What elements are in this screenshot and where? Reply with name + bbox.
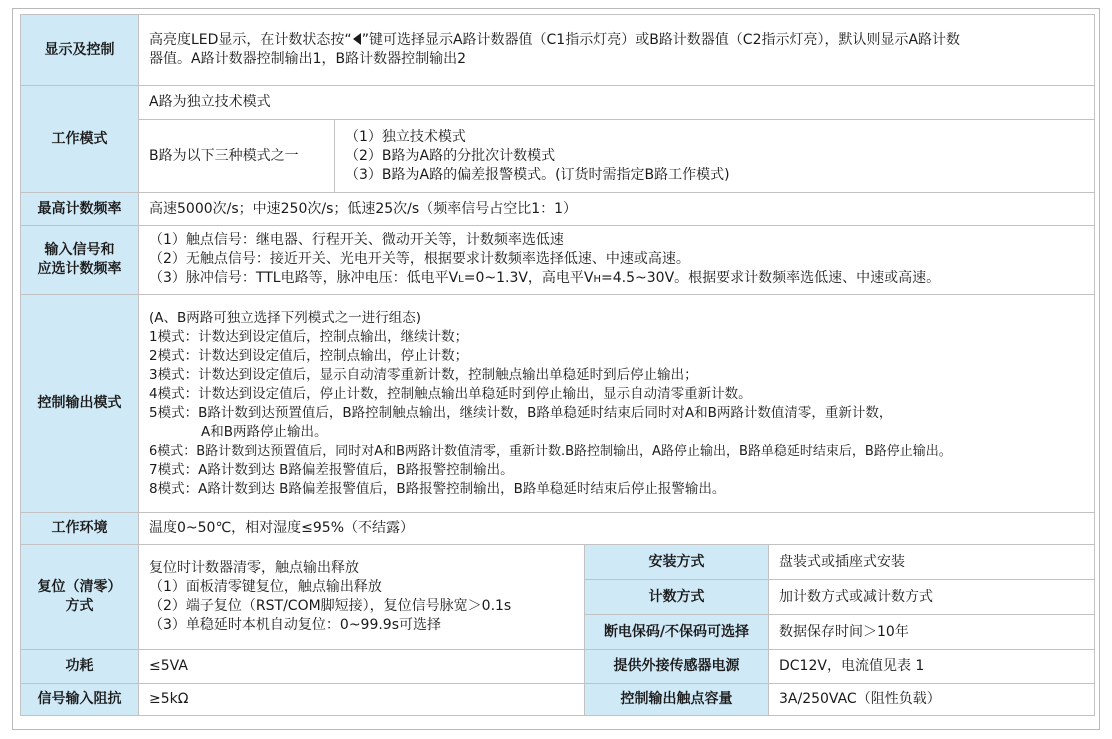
subscript-h: H [593, 274, 602, 285]
install-value: 盘装式或插座式安装 [769, 545, 1095, 580]
reset-item: （1）面板清零键复位，触点输出释放 [149, 579, 382, 595]
control-mode: 2模式：计数达到设定值后，控制点输出，停止计数； [149, 347, 469, 364]
input-signal-label-line1: 输入信号和 [44, 242, 115, 258]
sensor-power-value: DC12V，电流值见表 1 [769, 650, 1095, 684]
display-text-after: ”键可选择显示A路计数器值（C1指示灯亮）或B路计数器值（C2指示灯亮），默认则显示A路计数 [361, 32, 961, 48]
display-value [139, 15, 1095, 86]
item3-part-a: （3）脉冲信号：TTL电路等，脉冲电压：低电平V [149, 270, 459, 286]
table-row [21, 545, 1095, 580]
table-row [21, 513, 1095, 545]
control-mode: 8模式：A路计数到达 B路偏差报警值后，B路报警控制输出，B路单稳延时结束后停止报警输出。 [149, 480, 726, 497]
b-option: （1）独立技术模式 [345, 128, 466, 145]
control-intro: (A、B两路可独立选择下列模式之一进行组态) [149, 309, 422, 326]
control-mode: 1模式：计数达到设定值后，控制点输出，继续计数； [149, 328, 469, 345]
max-freq-label: 最高计数频率 [21, 193, 139, 226]
table-row [21, 650, 1095, 684]
table-row [21, 193, 1095, 226]
count-method-value: 加计数方式或减计数方式 [769, 580, 1095, 615]
reset-label-line1: 复位（清零） [37, 579, 122, 595]
environment-label: 工作环境 [21, 513, 139, 545]
contact-capacity-value: 3A/250VAC（阻性负载） [769, 684, 1095, 716]
table-row [21, 684, 1095, 716]
work-mode-a: A路为独立技术模式 [139, 86, 1095, 120]
subscript-l: L [458, 274, 464, 285]
contact-capacity-label: 控制输出触点容量 [585, 684, 769, 716]
input-signal-value [139, 226, 1095, 295]
environment-value: 温度0~50℃，相对湿度≤95%（不结露） [139, 513, 1095, 545]
reset-item: （2）端子复位（RST/COM脚短接），复位信号脉宽＞0.1s [149, 598, 512, 614]
control-mode: 4模式：计数达到设定值后，停止计数，控制触点输出单稳延时到停止输出，显示自动清零重新计数。 [149, 385, 752, 402]
item3-part-b: =0~1.3V，高电平V [463, 270, 594, 286]
input-signal-item3 [149, 269, 1084, 289]
table-row [21, 295, 1095, 513]
control-output-value [139, 295, 1095, 513]
reset-item: （3）单稳延时本机自动复位：0~99.9s可选择 [149, 617, 442, 633]
work-mode-b-intro: B路为以下三种模式之一 [139, 120, 335, 193]
max-freq-value: 高速5000次/s；中速250次/s；低速25次/s（频率信号占空比1：1） [139, 193, 1095, 226]
sensor-power-label: 提供外接传感器电源 [585, 650, 769, 684]
display-label: 显示及控制 [21, 15, 139, 86]
power-label: 功耗 [21, 650, 139, 684]
reset-label [21, 545, 139, 650]
reset-label-line2: 方式 [65, 598, 94, 614]
input-signal-item2: （2）无触点信号：接近开关、光电开关等，根据要求计数频率选择低速、中速或高速。 [149, 251, 690, 267]
input-signal-item1: （1）触点信号：继电器、行程开关、微动开关等，计数频率选低速 [149, 232, 564, 248]
b-option: （2）B路为A路的分批次计数模式 [345, 147, 556, 164]
work-mode-b-options [335, 120, 1095, 193]
input-signal-label [21, 226, 139, 295]
b-option: （3）B路为A路的偏差报警模式。(订货时需指定B路工作模式) [345, 166, 730, 183]
power-save-label: 断电保码/不保码可选择 [585, 615, 769, 650]
left-arrow-key-icon [353, 33, 361, 45]
control-mode: 5模式：B路计数到达预置值后，B路控制触点输出，继续计数，B路单稳延时结束后同时对A和B两路计数值清零，重新计数， [149, 404, 893, 421]
impedance-value: ≥5kΩ [139, 684, 585, 716]
control-mode: 6模式：B路计数到达预置值后，同时对A和B两路计数值清零，重新计数.B路控制输出，A路停止输出，B路单稳延时结束后，B路停止输出。 [149, 443, 952, 459]
power-value: ≤5VA [139, 650, 585, 684]
control-mode: 7模式：A路计数到达 B路偏差报警值后，B路报警控制输出。 [149, 461, 514, 478]
work-mode-label: 工作模式 [21, 86, 139, 193]
install-label: 安装方式 [585, 545, 769, 580]
table-row [21, 120, 1095, 193]
control-output-label: 控制输出模式 [21, 295, 139, 513]
control-mode: 3模式：计数达到设定值后，显示自动清零重新计数，控制触点输出单稳延时到后停止输出； [149, 366, 698, 383]
table-row [21, 226, 1095, 295]
impedance-label: 信号输入阻抗 [21, 684, 139, 716]
spec-table [20, 14, 1095, 716]
input-signal-label-line2: 应选计数频率 [37, 261, 122, 277]
table-row [21, 15, 1095, 86]
count-method-label: 计数方式 [585, 580, 769, 615]
display-text-line2: 器值。A路计数器控制输出1，B路计数器控制输出2 [149, 51, 466, 67]
table-row [21, 86, 1095, 120]
reset-intro: 复位时计数器清零，触点输出释放 [149, 560, 359, 576]
control-mode-cont: A和B两路停止输出。 [201, 423, 328, 440]
item3-part-c: =4.5~30V。根据要求计数频率选低速、中速或高速。 [601, 270, 941, 286]
reset-value [139, 545, 585, 650]
display-text-before: 高亮度LED显示，在计数状态按“ [149, 32, 352, 48]
power-save-value: 数据保存时间＞10年 [769, 615, 1095, 650]
